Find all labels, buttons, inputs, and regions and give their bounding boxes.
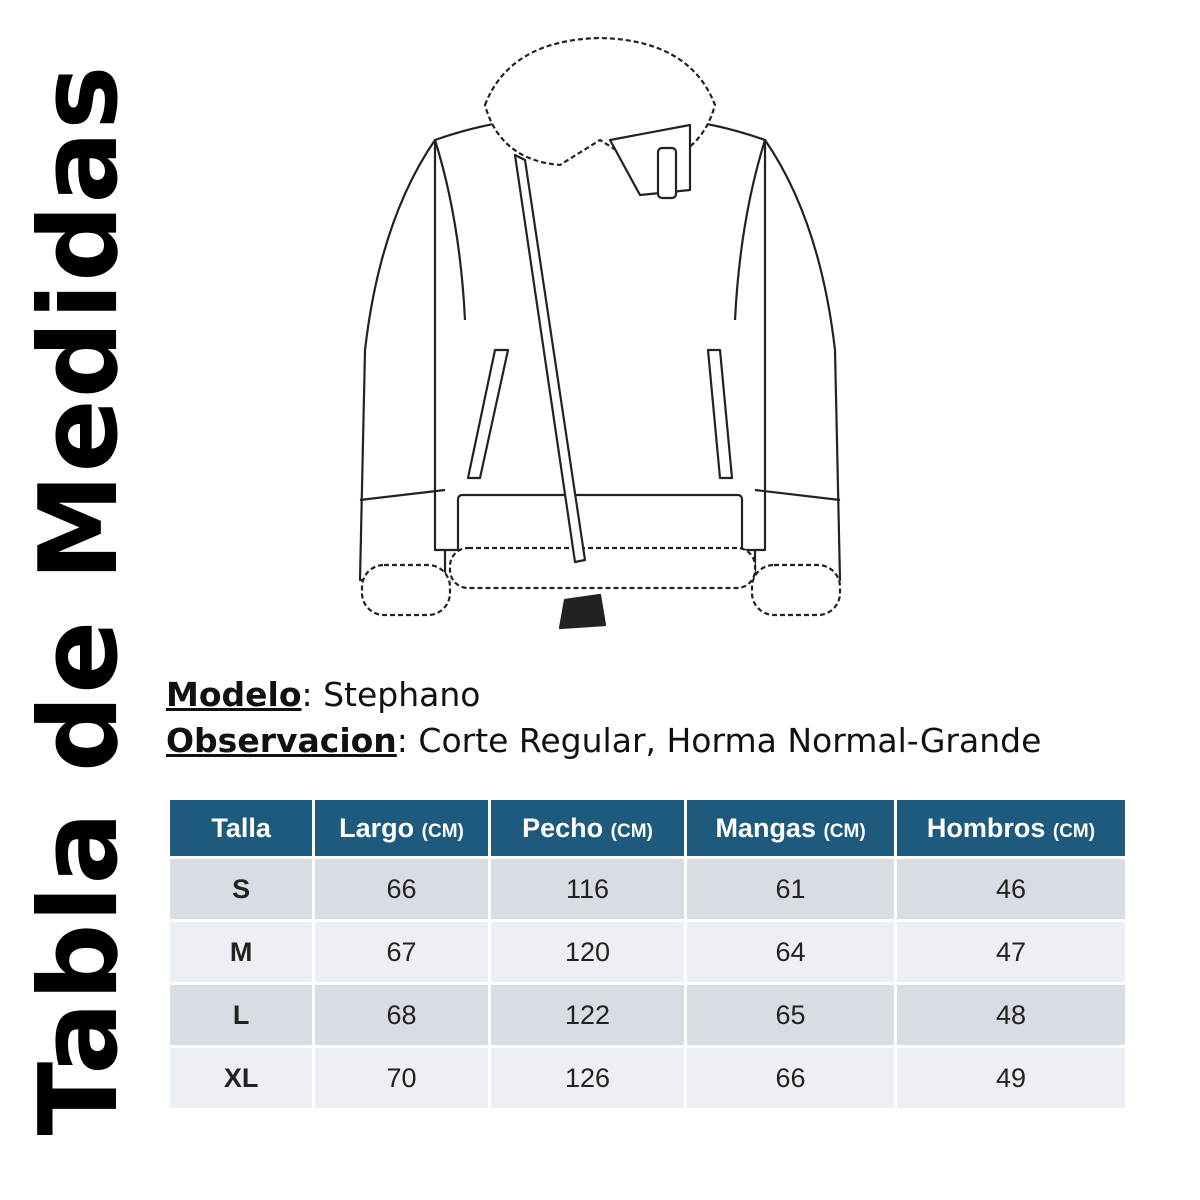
jacket-illustration: [340, 20, 860, 640]
table-header-row: [170, 800, 1125, 856]
pecho-cell: 122: [491, 985, 684, 1045]
hombros-cell: 47: [897, 922, 1125, 982]
note-line: Observacion: Corte Regular, Horma Normal-Grande: [166, 721, 1042, 760]
table-row: [170, 859, 1125, 919]
largo-cell: 68: [315, 985, 488, 1045]
hombros-cell: 49: [897, 1048, 1125, 1108]
note-value: Corte Regular, Horma Normal-Grande: [418, 721, 1042, 760]
largo-cell: 66: [315, 859, 488, 919]
table-row: [170, 1048, 1125, 1108]
pecho-cell: 116: [491, 859, 684, 919]
table-row: [170, 922, 1125, 982]
model-line: Modelo: Stephano: [166, 675, 481, 714]
product-info: [166, 672, 1041, 764]
header-hombros: Hombros (CM): [897, 800, 1125, 856]
size-cell: XL: [170, 1048, 312, 1108]
note-label: Observacion: [166, 721, 397, 760]
size-cell: S: [170, 859, 312, 919]
page-title: Tabla de Medidas: [17, 64, 142, 1136]
mangas-cell: 64: [687, 922, 894, 982]
model-value: Stephano: [323, 675, 481, 714]
mangas-cell: 65: [687, 985, 894, 1045]
header-largo: Largo (CM): [315, 800, 488, 856]
size-cell: L: [170, 985, 312, 1045]
table-row: [170, 985, 1125, 1045]
mangas-cell: 66: [687, 1048, 894, 1108]
model-label: Modelo: [166, 675, 302, 714]
largo-cell: 70: [315, 1048, 488, 1108]
largo-cell: 67: [315, 922, 488, 982]
header-pecho: Pecho (CM): [491, 800, 684, 856]
mangas-cell: 61: [687, 859, 894, 919]
pecho-cell: 126: [491, 1048, 684, 1108]
size-cell: M: [170, 922, 312, 982]
size-table: [167, 797, 1128, 1111]
hombros-cell: 48: [897, 985, 1125, 1045]
header-mangas: Mangas (CM): [687, 800, 894, 856]
hombros-cell: 46: [897, 859, 1125, 919]
header-talla: Talla: [170, 800, 312, 856]
pecho-cell: 120: [491, 922, 684, 982]
